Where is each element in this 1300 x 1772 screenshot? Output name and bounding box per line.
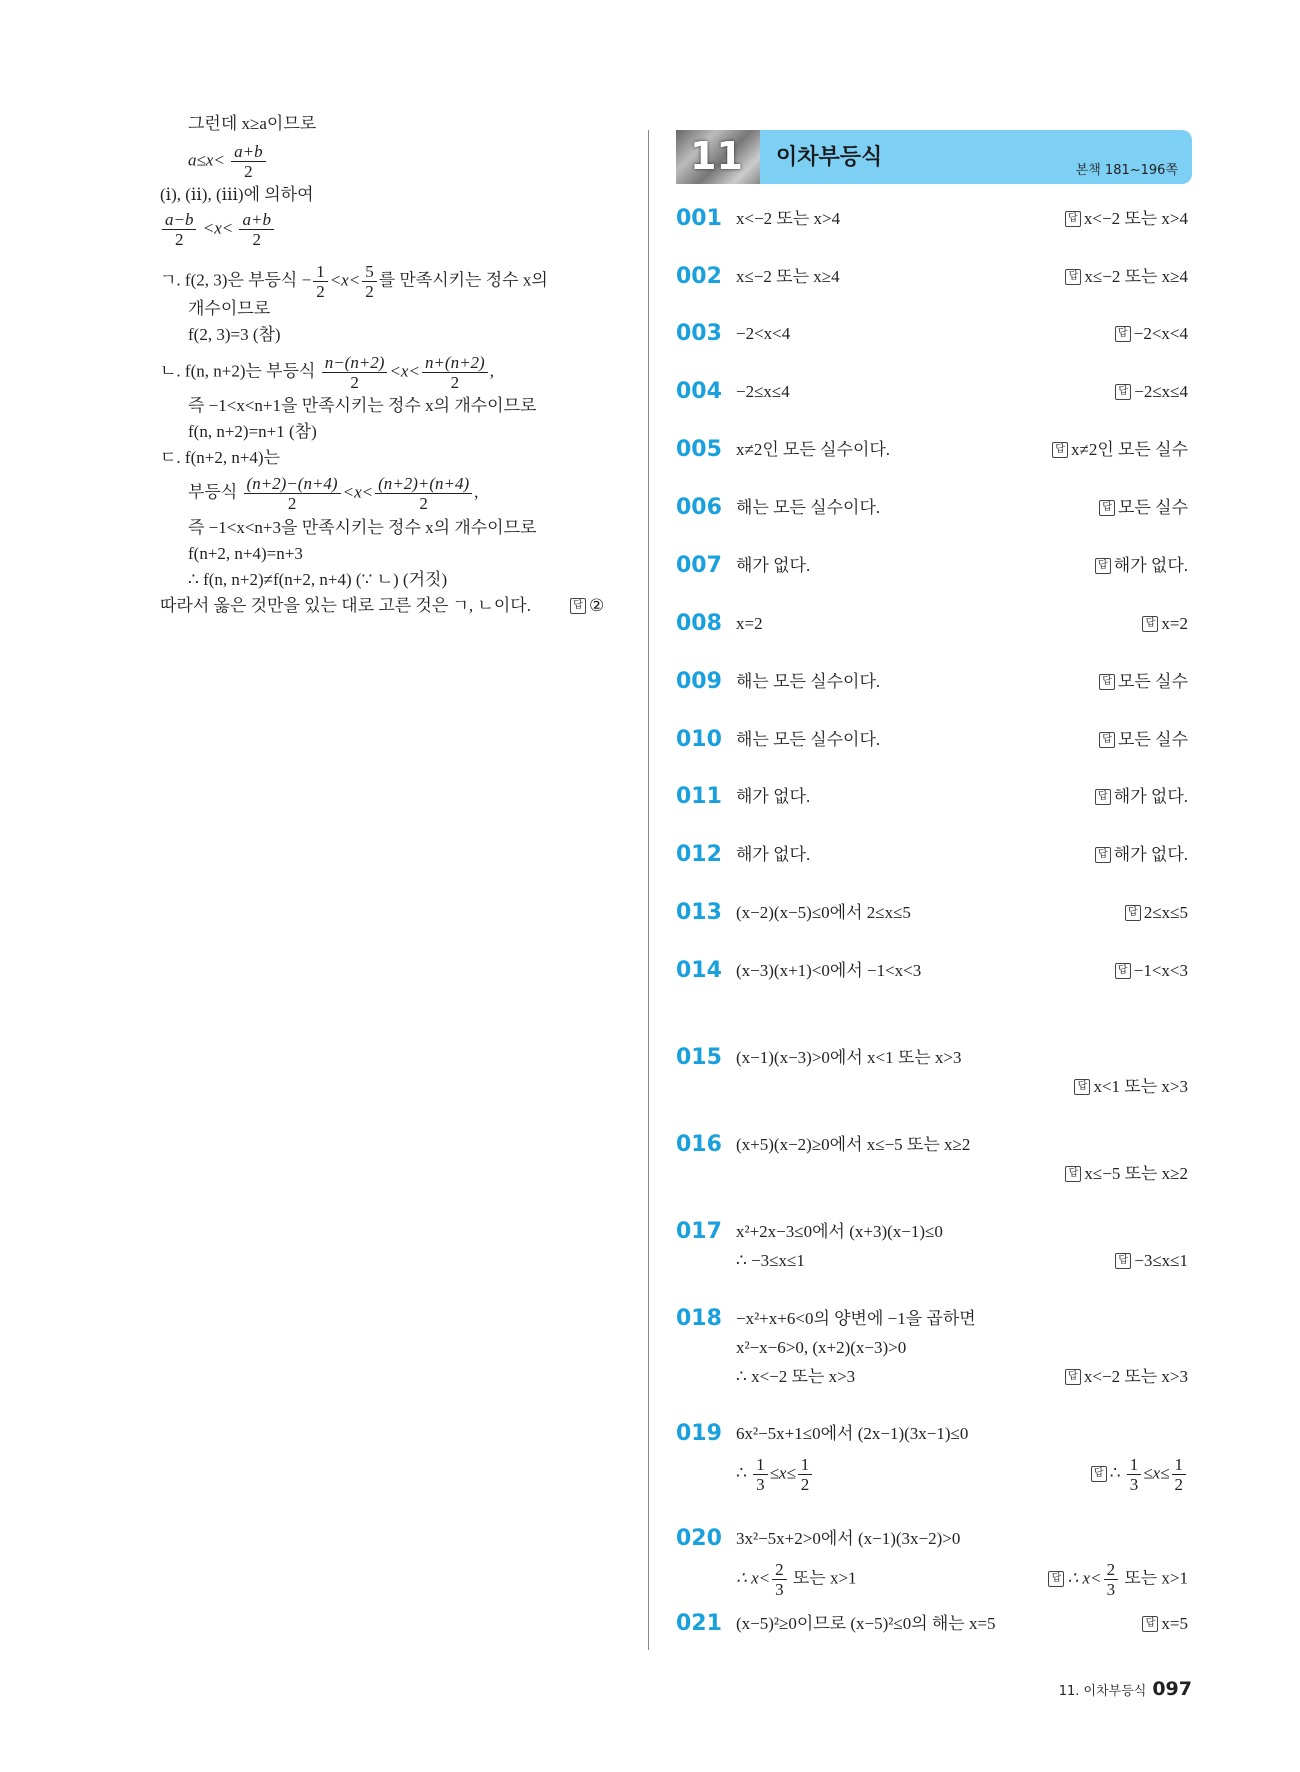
math-line: $\frac{a-b}{2}$ <x< $\frac{a+b}{2}$ — [160, 210, 276, 249]
text-line: 개수이므로 — [188, 299, 271, 318]
text-line: 즉 −1<x<n+3을 만족시키는 정수 x의 개수이므로 — [188, 518, 537, 537]
answer-icon: 답 — [570, 598, 586, 614]
footer-chapter: 11. 이차부등식 — [1058, 1684, 1147, 1699]
answer-icon: 답 — [1091, 1466, 1107, 1482]
answer: 답 해가 없다. — [1095, 552, 1188, 580]
text-line: f(n, n+2)=n+1 (참) — [188, 422, 317, 441]
solution-line: (x−2)(x−5)≤0에서 2≤x≤5 — [736, 903, 911, 922]
answer: 답 모든 실수 — [1099, 494, 1188, 522]
answer-icon: 답 — [1125, 905, 1141, 921]
statement-d: ㄷ. f(n+2, n+4)는 — [160, 448, 281, 467]
problem-number: 004 — [676, 379, 722, 404]
text-line: (ⅰ), (ⅱ), (ⅲ)에 의하여 — [160, 185, 314, 204]
problem-number: 014 — [676, 958, 722, 983]
solution-line: −2≤x≤4 — [736, 382, 790, 401]
fraction: $\frac{2}{3}$ — [1104, 1560, 1119, 1599]
chapter-number: 11 — [690, 134, 743, 178]
answer-icon: 답 — [1115, 326, 1131, 342]
answer-icon: 답 — [1115, 963, 1131, 979]
chapter-header — [676, 130, 1192, 184]
solution-line: 6x²−5x+1≤0에서 (2x−1)(3x−1)≤0 — [736, 1424, 969, 1443]
answer-icon: 답 — [1065, 211, 1081, 227]
answer-icon: 답 — [1099, 674, 1115, 690]
solution-line: (x−3)(x+1)<0에서 −1<x<3 — [736, 961, 922, 980]
problem-number: 018 — [676, 1306, 722, 1331]
problem-number: 003 — [676, 321, 722, 346]
solution-line: ∴ $\frac{1}{3}$ ≤x≤ $\frac{1}{2}$ — [736, 1455, 814, 1494]
answer-icon: 답 — [1065, 1369, 1081, 1385]
fraction: $\frac{a-b}{2}$ — [162, 210, 196, 249]
conclusion-line: 따라서 옳은 것만을 있는 대로 고른 것은 ㄱ, ㄴ이다. — [160, 596, 531, 615]
answer-icon: 답 — [1065, 269, 1081, 285]
text-line: f(2, 3)=3 (참) — [188, 325, 281, 344]
text-line: 즉 −1<x<n+1을 만족시키는 정수 x의 개수이므로 — [188, 396, 537, 415]
answer: 답 ∴ x< $\frac{2}{3}$ 또는 x>1 — [1048, 1560, 1188, 1599]
problem-number: 019 — [676, 1421, 722, 1446]
answer: 답 x<1 또는 x>3 — [1074, 1073, 1188, 1101]
answer: 답 x=5 — [1142, 1610, 1188, 1638]
solution-line: ∴ x<−2 또는 x>3 — [736, 1367, 856, 1386]
fraction: $\frac{5}{2}$ — [362, 262, 377, 301]
problem-number: 001 — [676, 206, 722, 231]
solution-line: (x+5)(x−2)≥0에서 x≤−5 또는 x≥2 — [736, 1135, 971, 1154]
solution-line: ∴ −3≤x≤1 — [736, 1251, 805, 1270]
math-line: 부등식 $\frac{(n+2)-(n+4)}{2}$ <x< $\frac{(n+2)+(n+4)}{2}$ , — [188, 474, 479, 513]
answer-icon: 답 — [1095, 847, 1111, 863]
answer: 답 해가 없다. — [1095, 841, 1188, 869]
answer: 답 −1<x<3 — [1115, 957, 1188, 985]
answer: 답 x=2 — [1142, 610, 1188, 638]
column-divider — [648, 130, 649, 1650]
text-line: 그런데 x≥a이므로 — [188, 114, 317, 133]
answer-icon: 답 — [1095, 558, 1111, 574]
answer: 답 −3≤x≤1 — [1115, 1247, 1188, 1275]
answer-icon: 답 — [1115, 384, 1131, 400]
solution-line: 해는 모든 실수이다. — [736, 672, 881, 691]
fraction: $\frac{a+b}{2}$ — [231, 142, 265, 181]
solution-line: 3x²−5x+2>0에서 (x−1)(3x−2)>0 — [736, 1529, 961, 1548]
answer-icon: 답 — [1074, 1079, 1090, 1095]
answer: 답 x≤−2 또는 x≥4 — [1065, 263, 1188, 291]
page-number: 097 — [1152, 1678, 1192, 1700]
problem-number: 002 — [676, 264, 722, 289]
answer: 답 −2<x<4 — [1115, 320, 1188, 348]
answer: 답 모든 실수 — [1099, 668, 1188, 696]
answer: 답 해가 없다. — [1095, 783, 1188, 811]
final-answer: 답 ② — [570, 594, 604, 618]
answer: 답 x≠2인 모든 실수 — [1052, 436, 1188, 464]
answer-icon: 답 — [1099, 732, 1115, 748]
solution-line: x²−x−6>0, (x+2)(x−3)>0 — [736, 1338, 907, 1357]
problem-number: 017 — [676, 1219, 722, 1244]
answer: 답 −2≤x≤4 — [1115, 378, 1188, 406]
fraction: $\frac{1}{3}$ — [753, 1455, 768, 1494]
answer: 답 ∴ $\frac{1}{3}$ ≤x≤ $\frac{1}{2}$ — [1091, 1455, 1188, 1494]
problem-number: 008 — [676, 611, 722, 636]
fraction: $\frac{(n+2)-(n+4)}{2}$ — [244, 474, 341, 513]
fraction: $\frac{1}{2}$ — [798, 1455, 813, 1494]
answer-icon: 답 — [1099, 500, 1115, 516]
problem-number: 006 — [676, 495, 722, 520]
solution-line: x<−2 또는 x>4 — [736, 209, 841, 228]
fraction: $\frac{1}{2}$ — [1172, 1455, 1187, 1494]
answer: 답 x<−2 또는 x>3 — [1065, 1363, 1188, 1391]
solution-line: ∴ x< $\frac{2}{3}$ 또는 x>1 — [736, 1560, 857, 1599]
statement-n: ㄴ. f(n, n+2)는 부등식 $\frac{n-(n+2)}{2}$ <x< $\frac{n+(n+2)}{2}$ , — [160, 353, 494, 392]
math-line: a≤x< $\frac{a+b}{2}$ — [188, 142, 268, 181]
answer: 답 x<−2 또는 x>4 — [1065, 205, 1188, 233]
answer-icon: 답 — [1095, 789, 1111, 805]
answer-icon: 답 — [1065, 1166, 1081, 1182]
solution-line: (x−5)²≥0이므로 (x−5)²≤0의 해는 x=5 — [736, 1614, 996, 1633]
solution-line: x²+2x−3≤0에서 (x+3)(x−1)≤0 — [736, 1222, 943, 1241]
text-line: f(n+2, n+4)=n+3 — [188, 544, 303, 563]
problem-number: 007 — [676, 553, 722, 578]
solution-line: 해는 모든 실수이다. — [736, 730, 881, 749]
solution-line: 해가 없다. — [736, 556, 811, 575]
solution-line: 해가 없다. — [736, 787, 811, 806]
fraction: $\frac{(n+2)+(n+4)}{2}$ — [375, 474, 472, 513]
fraction: $\frac{a+b}{2}$ — [239, 210, 273, 249]
page-footer — [1059, 1678, 1192, 1700]
fraction: $\frac{2}{3}$ — [772, 1560, 787, 1599]
answer: 답 2≤x≤5 — [1125, 899, 1188, 927]
problem-number: 015 — [676, 1045, 722, 1070]
problem-number: 021 — [676, 1611, 722, 1636]
problem-number: 020 — [676, 1526, 722, 1551]
problem-number: 016 — [676, 1132, 722, 1157]
answer-icon: 답 — [1115, 1253, 1131, 1269]
answer-icon: 답 — [1142, 1616, 1158, 1632]
solution-line: x≠2인 모든 실수이다. — [736, 440, 891, 459]
answer: 답 x≤−5 또는 x≥2 — [1065, 1160, 1188, 1188]
statement-g: ㄱ. f(2, 3)은 부등식 − $\frac{1}{2}$ <x< $\frac{5}{2}$ 를 만족시키는 정수 x의 — [160, 262, 548, 301]
solution-line: 해는 모든 실수이다. — [736, 498, 881, 517]
problem-number: 012 — [676, 842, 722, 867]
solution-line: −2<x<4 — [736, 324, 791, 343]
solution-line: −x²+x+6<0의 양변에 −1을 곱하면 — [736, 1309, 976, 1328]
answer-icon: 답 — [1052, 442, 1068, 458]
problem-number: 005 — [676, 437, 722, 462]
answer: 답 모든 실수 — [1099, 726, 1188, 754]
chapter-title: 이차부등식 — [776, 145, 883, 170]
fraction: $\frac{1}{3}$ — [1127, 1455, 1142, 1494]
solution-line: x=2 — [736, 614, 763, 633]
answer-icon: 답 — [1142, 616, 1158, 632]
problem-number: 009 — [676, 669, 722, 694]
page-reference: 본책 181~196쪽 — [1075, 163, 1178, 178]
answer-icon: 답 — [1048, 1571, 1064, 1587]
solution-line: (x−1)(x−3)>0에서 x<1 또는 x>3 — [736, 1048, 962, 1067]
text-line: ∴ f(n, n+2)≠f(n+2, n+4) (∵ ㄴ) (거짓) — [188, 570, 448, 589]
fraction: $\frac{n-(n+2)}{2}$ — [322, 353, 388, 392]
problem-number: 010 — [676, 727, 722, 752]
fraction: $\frac{n+(n+2)}{2}$ — [422, 353, 488, 392]
problem-number: 011 — [676, 784, 722, 809]
solution-line: x≤−2 또는 x≥4 — [736, 267, 840, 286]
problem-number: 013 — [676, 900, 722, 925]
fraction: $\frac{1}{2}$ — [313, 262, 328, 301]
solution-line: 해가 없다. — [736, 845, 811, 864]
